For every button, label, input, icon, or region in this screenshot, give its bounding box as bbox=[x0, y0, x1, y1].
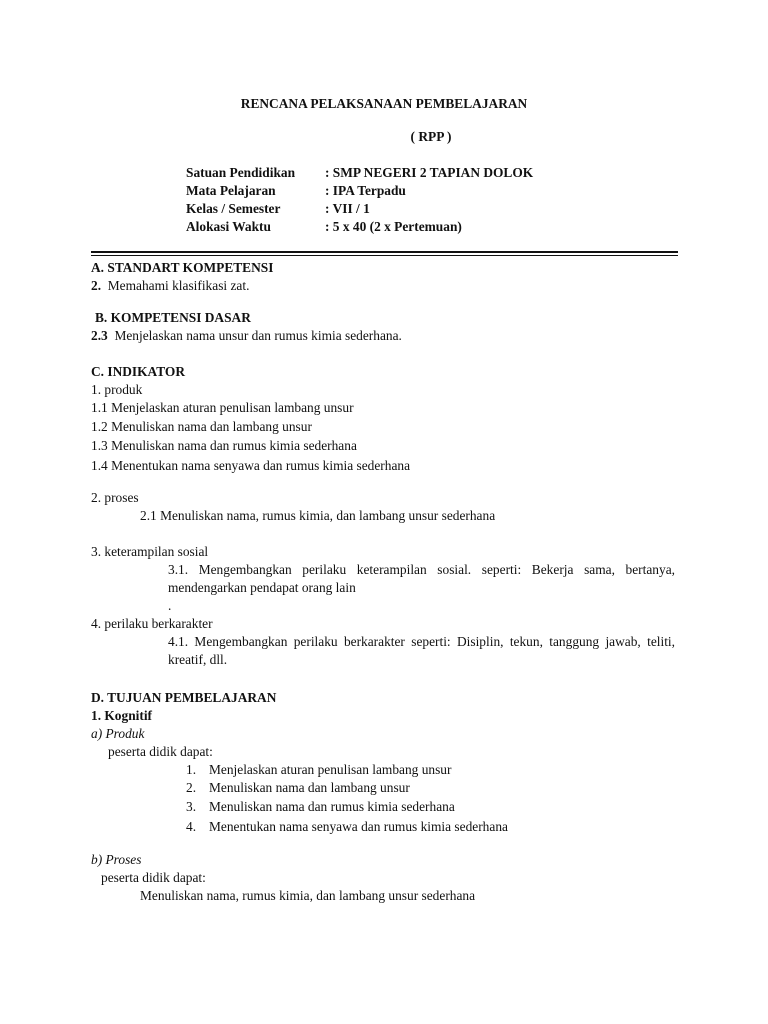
section-a-number: 2. bbox=[91, 278, 102, 293]
list-text: Menuliskan nama dan lambang unsur bbox=[209, 780, 410, 795]
section-b-heading: B. KOMPETENSI DASAR bbox=[95, 310, 251, 325]
tujuan-produk-item bbox=[186, 798, 455, 816]
indikator-produk-label: 1. produk bbox=[91, 382, 143, 397]
header-divider-thin bbox=[91, 255, 678, 256]
section-a-text: Memahami klasifikasi zat. bbox=[107, 278, 250, 293]
meta-value: : 5 x 40 (2 x Pertemuan) bbox=[325, 219, 462, 234]
tujuan-produk-item bbox=[186, 761, 451, 779]
tujuan-produk-label: a) Produk bbox=[91, 726, 145, 741]
document-title: RENCANA PELAKSANAAN PEMBELAJARAN bbox=[240, 96, 528, 111]
indikator-karakter-label: 4. perilaku berkarakter bbox=[91, 616, 213, 631]
section-c-heading: C. INDIKATOR bbox=[91, 364, 185, 379]
meta-value: : SMP NEGERI 2 TAPIAN DOLOK bbox=[325, 165, 534, 180]
meta-key: Satuan Pendidikan bbox=[186, 165, 296, 180]
list-number: 1. bbox=[186, 762, 197, 777]
list-number: 4. bbox=[186, 819, 197, 834]
indikator-produk-item: 1.1 Menjelaskan aturan penulisan lambang unsur bbox=[91, 400, 354, 415]
indikator-sosial-label: 3. keterampilan sosial bbox=[91, 544, 209, 559]
meta-key: Alokasi Waktu bbox=[186, 219, 271, 234]
tujuan-proses-item: Menuliskan nama, rumus kimia, dan lambang unsur sederhana bbox=[140, 888, 476, 903]
meta-key: Kelas / Semester bbox=[186, 201, 281, 216]
section-b-item bbox=[91, 327, 402, 345]
list-text: Menentukan nama senyawa dan rumus kimia sederhana bbox=[209, 819, 508, 834]
indikator-produk-item: 1.2 Menuliskan nama dan lambang unsur bbox=[91, 419, 312, 434]
meta-value: : VII / 1 bbox=[325, 201, 370, 216]
indikator-proses-label: 2. proses bbox=[91, 490, 139, 505]
header-divider-thick bbox=[91, 251, 678, 253]
list-number: 2. bbox=[186, 780, 197, 795]
indikator-produk-item: 1.4 Menentukan nama senyawa dan rumus kimia sederhana bbox=[91, 458, 411, 473]
section-b-text: Menjelaskan nama unsur dan rumus kimia sederhana. bbox=[114, 328, 402, 343]
section-a-item bbox=[91, 277, 249, 295]
tujuan-produk-intro: peserta didik dapat: bbox=[108, 744, 213, 759]
document-subtitle: ( RPP ) bbox=[410, 129, 452, 144]
indikator-sosial-item: 3.1. Mengembangkan perilaku keterampilan sosial. seperti: Bekerja sama, bertanya, mendengarkan pendapat orang lain bbox=[168, 562, 675, 595]
section-a-heading: A. STANDART KOMPETENSI bbox=[91, 260, 274, 275]
list-text: Menjelaskan aturan penulisan lambang unsur bbox=[209, 762, 452, 777]
list-number: 3. bbox=[186, 799, 197, 814]
tujuan-proses-label: b) Proses bbox=[91, 852, 142, 867]
indikator-karakter-item: 4.1. Mengembangkan perilaku berkarakter seperti: Disiplin, tekun, tanggung jawab, teliti, kreatif, dll. bbox=[168, 634, 675, 667]
tujuan-produk-item bbox=[186, 779, 410, 797]
section-b-number: 2.3 bbox=[91, 328, 108, 343]
section-d-heading: D. TUJUAN PEMBELAJARAN bbox=[91, 690, 277, 705]
meta-value: : IPA Terpadu bbox=[325, 183, 406, 198]
indikator-proses-item: 2.1 Menuliskan nama, rumus kimia, dan lambang unsur sederhana bbox=[140, 508, 496, 523]
indikator-sosial-dot: . bbox=[168, 598, 172, 613]
meta-key: Mata Pelajaran bbox=[186, 183, 276, 198]
indikator-produk-item: 1.3 Menuliskan nama dan rumus kimia sederhana bbox=[91, 438, 357, 453]
list-text: Menuliskan nama dan rumus kimia sederhana bbox=[209, 799, 455, 814]
tujuan-produk-item bbox=[186, 818, 508, 836]
kognitif-label: 1. Kognitif bbox=[91, 708, 153, 723]
tujuan-proses-intro: peserta didik dapat: bbox=[101, 870, 206, 885]
